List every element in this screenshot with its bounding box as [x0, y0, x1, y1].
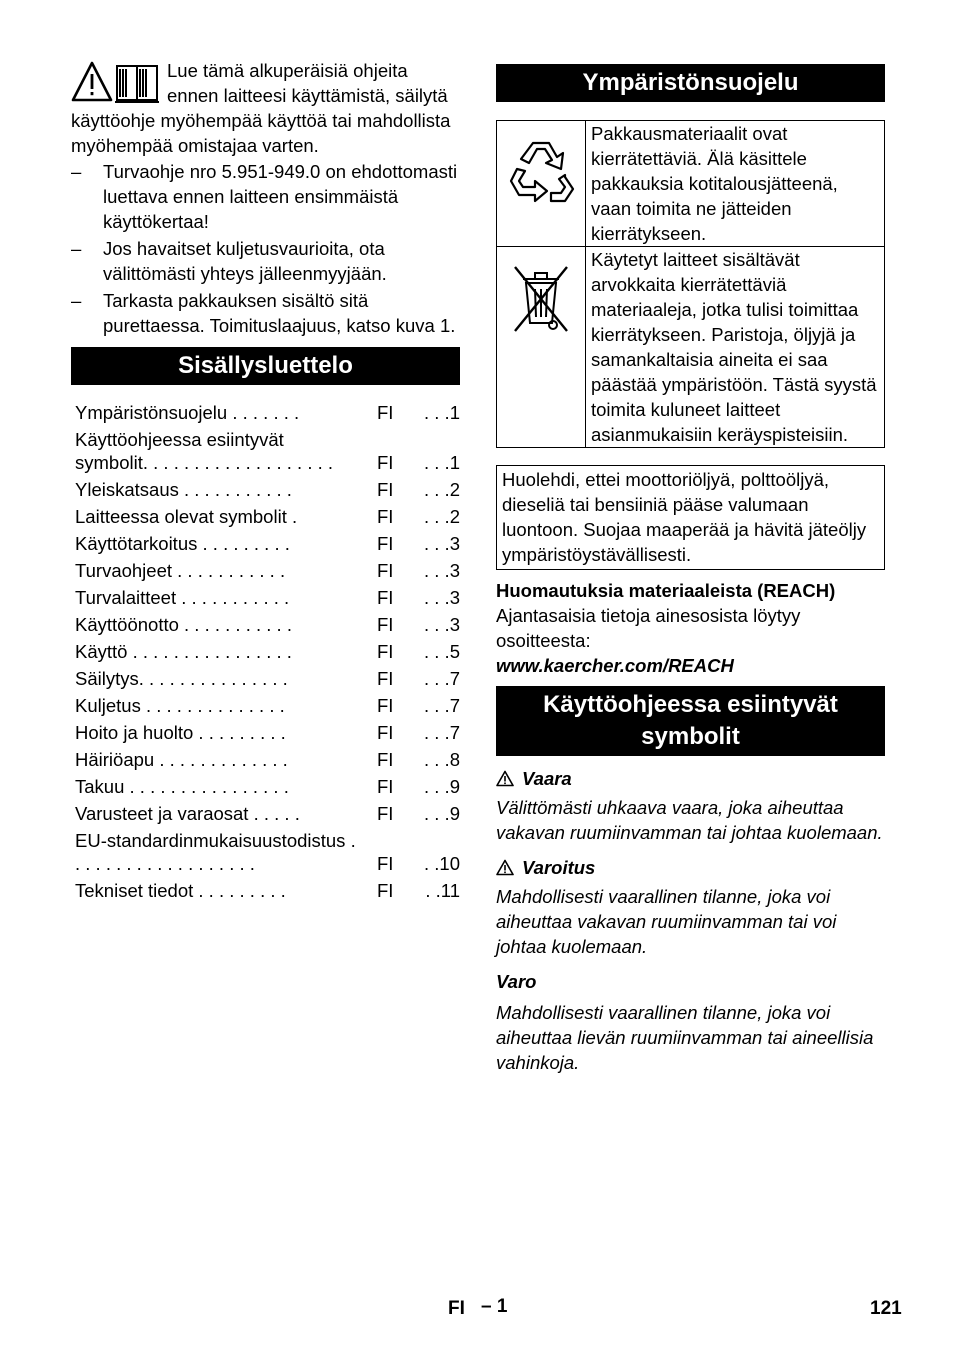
toc-entry-title: Tekniset tiedot . . . . . . . . .: [75, 880, 286, 901]
environment-table: [496, 120, 885, 448]
toc-entry[interactable]: [71, 613, 460, 640]
toc-entry-title: Turvalaitteet . . . . . . . . . . .: [75, 587, 290, 608]
warning-triangle-icon: [496, 770, 514, 787]
footer-lang: FI: [448, 1298, 465, 1319]
toc-entry[interactable]: [71, 667, 460, 694]
symbol-title: [496, 969, 885, 994]
toc-entry-lang: FI: [377, 853, 394, 874]
toc-entry-title: Käyttöönotto . . . . . . . . . . .: [75, 614, 292, 635]
toc-entry-title: Kuljetus . . . . . . . . . . . . . .: [75, 695, 285, 716]
toc-entry-title: Takuu . . . . . . . . . . . . . . . .: [75, 776, 289, 797]
symbol-description: Mahdollisesti vaarallinen tilanne, joka voi aiheuttaa lievän ruumiinvamman tai aineellisia vahinkoja.: [496, 1002, 874, 1073]
toc-entry-page: . . .5: [424, 641, 460, 662]
symbol-item-varo: [496, 969, 885, 1075]
toc-entry-title: Häiriöapu . . . . . . . . . . . . .: [75, 749, 288, 770]
toc-entry-lang: FI: [377, 880, 394, 901]
toc-entry-lang: FI: [377, 402, 394, 423]
toc-entry-lang: FI: [377, 506, 394, 527]
left-column: [71, 58, 460, 906]
toc-entry[interactable]: [71, 829, 460, 879]
toc-table: [71, 401, 460, 906]
toc-entry-lang: FI: [377, 722, 394, 743]
recycling-icon: [503, 135, 579, 211]
toc-entry-lang: FI: [377, 641, 394, 662]
warning-triangle-icon: [496, 859, 514, 876]
crossed-bin-icon: [511, 261, 571, 337]
toc-entry-page: . . .9: [424, 803, 460, 824]
environment-row-bin: [497, 247, 885, 448]
toc-entry[interactable]: [71, 879, 460, 906]
environment-icon-cell: [497, 247, 586, 448]
toc-entry-page: . . .7: [424, 722, 460, 743]
toc-entry-title: Käyttöohjeessa esiintyvät symbolit. . . . . . . . . . . . . . . . . . .: [75, 429, 334, 473]
toc-entry-page: . . .7: [424, 668, 460, 689]
toc-entry[interactable]: [71, 478, 460, 505]
manual-book-icon: [115, 66, 159, 102]
toc-entry[interactable]: [71, 640, 460, 667]
toc-entry-page: . .10: [424, 853, 460, 874]
symbol-description: Mahdollisesti vaarallinen tilanne, joka voi aiheuttaa vakavan ruumiinvamman tai voi johtaa kuolemaan.: [496, 886, 837, 957]
toc-entry-page: . . .1: [424, 402, 460, 423]
toc-entry-title: EU-standardinmukaisuustodistus . . . . . . . . . . . . . . . . . . .: [75, 830, 356, 874]
toc-entry-lang: FI: [377, 560, 394, 581]
warning-triangle-icon: [73, 63, 111, 100]
symbol-label: Vaara: [522, 768, 572, 789]
toc-entry[interactable]: [71, 428, 460, 478]
toc-entry[interactable]: [71, 694, 460, 721]
toc-entry-title: Ympäristönsuojelu . . . . . . .: [75, 402, 300, 423]
toc-entry[interactable]: [71, 748, 460, 775]
oil-notice-box: Huolehdi, ettei moottoriöljyä, polttoöljyä, dieseliä tai bensiiniä pääse valumaan luontoon. Suojaa maaperää ja hävitä jäteöljy ympäristöystävällisesti.: [496, 465, 885, 570]
symbols-heading: Käyttöohjeessa esiintyvät symbolit: [496, 686, 885, 756]
toc-entry[interactable]: [71, 802, 460, 829]
toc-entry[interactable]: [71, 586, 460, 613]
toc-entry[interactable]: [71, 505, 460, 532]
toc-entry-lang: FI: [377, 533, 394, 554]
reach-text: Ajantasaisia tietoja ainesosista löytyy osoitteesta:: [496, 605, 801, 651]
reach-title: Huomautuksia materiaaleista (REACH): [496, 580, 836, 601]
toc-entry-lang: FI: [377, 479, 394, 500]
toc-entry-lang: FI: [377, 803, 394, 824]
intro-bullet: – Jos havaitset kuljetusvaurioita, ota välittömästi yhteys jälleenmyyjään.: [71, 236, 460, 286]
environment-row-recycling: [497, 121, 885, 247]
toc-entry-title: Varusteet ja varaosat . . . . .: [75, 803, 300, 824]
footer-section-page: – 1: [481, 1296, 508, 1317]
environment-text: Pakkausmateriaalit ovat kierrätettäviä. Älä käsittele pakkauksia kotitalousjätteenä, vaan toimita ne jätteiden kierrätykseen.: [586, 121, 885, 247]
symbol-title: [496, 766, 885, 791]
environment-text: Käytetyt laitteet sisältävät arvokkaita kierrätettäviä materiaaleja, jotka tulisi toimittaa kierrätykseen. Paristoja, öljyjä ja samankaltaisia aineita ei saa päästää ympäristöön. Tästä syystä toimita kuluneet laitteet asianmukaisiin keräyspisteisiin.: [586, 247, 885, 448]
toc-entry-title: Säilytys. . . . . . . . . . . . . . .: [75, 668, 288, 689]
toc-entry[interactable]: [71, 775, 460, 802]
toc-entry-page: . . .8: [424, 749, 460, 770]
toc-entry-lang: FI: [377, 587, 394, 608]
toc-entry-page: . . .9: [424, 776, 460, 797]
reach-link[interactable]: www.kaercher.com/REACH: [496, 655, 734, 676]
toc-entry-page: . . .1: [424, 452, 460, 473]
symbol-label: Varoitus: [522, 857, 596, 878]
toc-entry-lang: FI: [377, 452, 394, 473]
intro-bullet-list: [71, 159, 460, 338]
toc-entry-lang: FI: [377, 695, 394, 716]
toc-entry-page: . . .2: [424, 479, 460, 500]
toc-entry[interactable]: [71, 559, 460, 586]
intro-bullet: – Turvaohje nro 5.951-949.0 on ehdottomasti luettava ennen laitteen ensimmäistä käyttökertaa!: [71, 159, 460, 234]
environment-icon-cell: [497, 121, 586, 247]
toc-entry-page: . . .2: [424, 506, 460, 527]
toc-entry-lang: FI: [377, 749, 394, 770]
symbol-item-vaara: [496, 766, 885, 845]
toc-entry-title: Yleiskatsaus . . . . . . . . . . .: [75, 479, 292, 500]
right-column: [496, 58, 885, 1075]
toc-entry-lang: FI: [377, 668, 394, 689]
toc-entry-title: Käyttö . . . . . . . . . . . . . . . .: [75, 641, 292, 662]
toc-entry-lang: FI: [377, 776, 394, 797]
toc-entry-lang: FI: [377, 614, 394, 635]
toc-entry-title: Hoito ja huolto . . . . . . . . .: [75, 722, 286, 743]
toc-entry[interactable]: [71, 721, 460, 748]
footer-page-number: 121: [870, 1298, 902, 1319]
intro-bullet: – Tarkasta pakkauksen sisältö sitä purettaessa. Toimituslaajuus, katso kuva 1.: [71, 288, 460, 338]
symbol-description: Välittömästi uhkaava vaara, joka aiheuttaa vakavan ruumiinvamman tai johtaa kuolemaan.: [496, 797, 883, 843]
toc-entry-page: . . .3: [424, 587, 460, 608]
toc-entry-page: . . .7: [424, 695, 460, 716]
intro-block: [71, 58, 460, 158]
toc-entry-title: Käyttötarkoitus . . . . . . . . .: [75, 533, 290, 554]
toc-entry-page: . . .3: [424, 614, 460, 635]
toc-entry-title: Laitteessa olevat symbolit .: [75, 506, 298, 527]
symbol-label: Varo: [496, 971, 537, 992]
toc-body: [71, 401, 460, 906]
symbol-title: [496, 855, 885, 880]
environment-heading: Ympäristönsuojelu: [496, 64, 885, 102]
toc-heading: Sisällysluettelo: [71, 347, 460, 385]
intro-text: Lue tämä alkuperäisiä ohjeita ennen laitteesi käyttämistä, säilytä käyttöohje myöhempää käyttöä tai mahdollista myöhempää omistajaa varten.: [71, 60, 451, 156]
toc-entry-page: . . .3: [424, 533, 460, 554]
intro-icons: [71, 60, 161, 106]
toc-entry[interactable]: [71, 401, 460, 428]
toc-entry-title: Turvaohjeet . . . . . . . . . . .: [75, 560, 286, 581]
toc-entry-page: . . .3: [424, 560, 460, 581]
toc-entry[interactable]: [71, 532, 460, 559]
symbol-item-varoitus: [496, 855, 885, 959]
toc-entry-page: . .11: [425, 880, 460, 901]
